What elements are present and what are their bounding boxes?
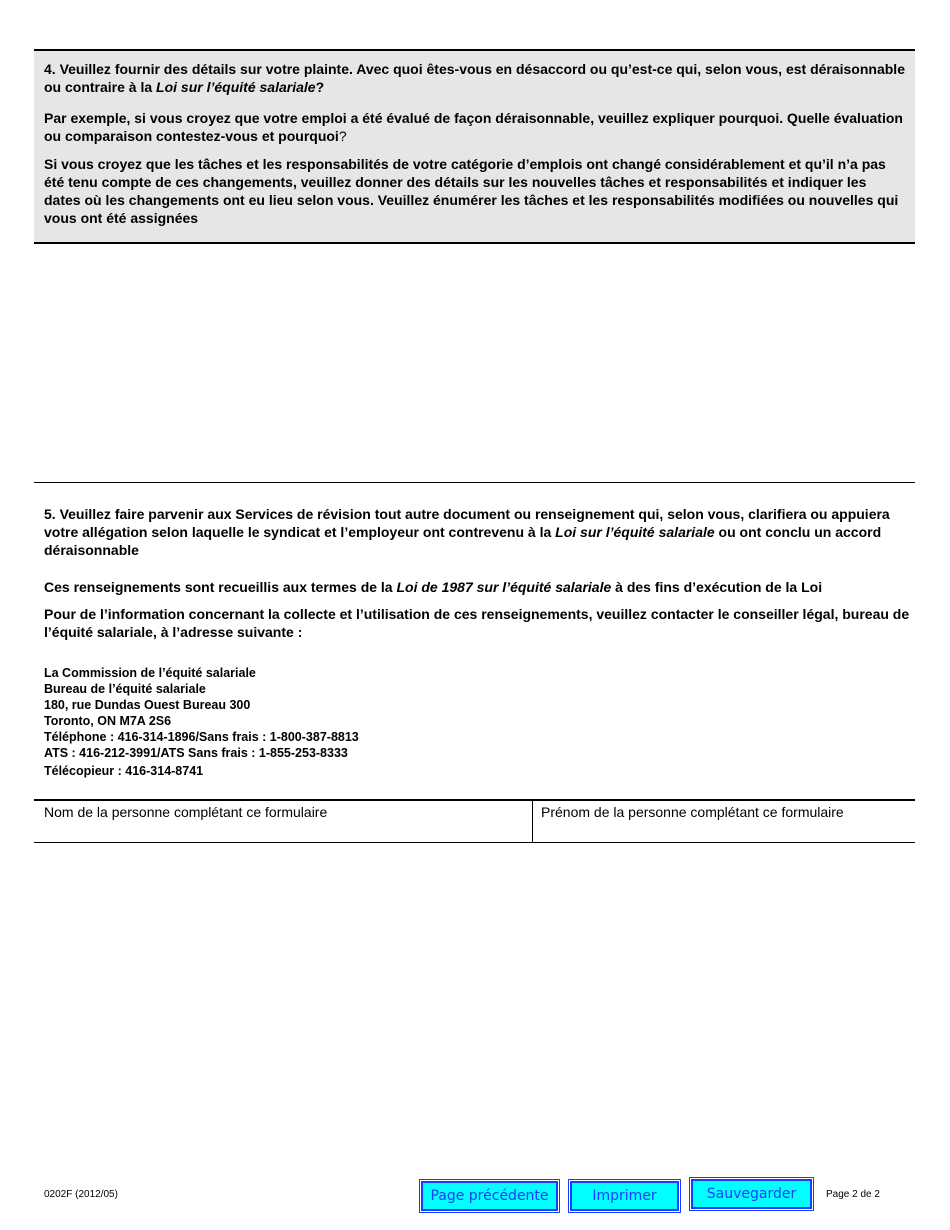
question-5-section	[44, 505, 912, 641]
first-name-label: Prénom de la personne complétant ce formulaire	[541, 804, 844, 820]
name-fields-table	[34, 799, 915, 843]
address-fax: Télécopieur : 416-314-8741	[44, 764, 204, 778]
law-title: Loi sur l’équité salariale	[156, 79, 316, 95]
law-title: Loi sur l’équité salariale	[555, 524, 715, 540]
print-button[interactable]: Imprimer	[570, 1181, 679, 1211]
save-button[interactable]: Sauvegarder	[691, 1179, 812, 1209]
address-line: Toronto, ON M7A 2S6	[44, 714, 172, 728]
question-4-box	[34, 49, 915, 244]
question-4-answer-field[interactable]	[34, 246, 915, 482]
privacy-contact: Pour de l’information concernant la collecte et l’utilisation de ces renseignements, veuillez contacter le conseiller légal, bureau de l’équité salariale, à l’adresse suivante :	[44, 606, 910, 640]
address-line: Bureau de l’équité salariale	[44, 682, 206, 696]
privacy-notice: Ces renseignements sont recueillis aux termes de la Loi de 1987 sur l’équité salariale à des fins d’exécution de la Loi	[44, 579, 823, 595]
address-line: La Commission de l’équité salariale	[44, 666, 256, 680]
question-4-changes: Si vous croyez que les tâches et les responsabilités de votre catégorie d’emplois ont changé considérablement et qu’il n’a pas été tenu compte de ces changements, veuillez donner des détails sur les nouvelles tâches et responsabilités et indiquer les dates où les changements ont eu lieu selon vous. Veuillez énumérer les tâches et les responsabilités modifiées ou nouvelles qui vous ont été assignées	[44, 156, 899, 226]
contact-address	[44, 665, 644, 779]
law-title: Loi de 1987 sur l’équité salariale	[396, 579, 612, 595]
question-4-example: Par exemple, si vous croyez que votre emploi a été évalué de façon déraisonnable, veuillez expliquer pourquoi. Quelle évaluation ou comparaison contestez-vous et pourquoi?	[44, 110, 903, 144]
previous-page-button[interactable]: Page précédente	[421, 1181, 558, 1211]
divider	[34, 482, 915, 483]
question-4-heading: 4. Veuillez fournir des détails sur votre plainte. Avec quoi êtes-vous en désaccord ou qu’est-ce qui, selon vous, est déraisonnable ou contraire à la Loi sur l’équité salariale?	[44, 61, 905, 95]
page-number: Page 2 de 2	[826, 1189, 880, 1200]
address-phone: Téléphone : 416-314-1896/Sans frais : 1-800-387-8813	[44, 730, 359, 744]
address-line: 180, rue Dundas Ouest Bureau 300	[44, 698, 251, 712]
form-code: 0202F (2012/05)	[44, 1189, 118, 1200]
question-5-text: 5. Veuillez faire parvenir aux Services de révision tout autre document ou renseignement qui, selon vous, clarifiera ou appuiera votre allégation selon laquelle le syndicat et l’employeur ont contrevenu à la Loi sur l’équité salariale ou ont conclu un accord déraisonnable	[44, 506, 890, 558]
last-name-label: Nom de la personne complétant ce formulaire	[44, 804, 328, 820]
first-name-field[interactable]	[533, 801, 915, 842]
address-tty: ATS : 416-212-3991/ATS Sans frais : 1-855-253-8333	[44, 746, 348, 760]
last-name-field[interactable]	[34, 801, 533, 842]
